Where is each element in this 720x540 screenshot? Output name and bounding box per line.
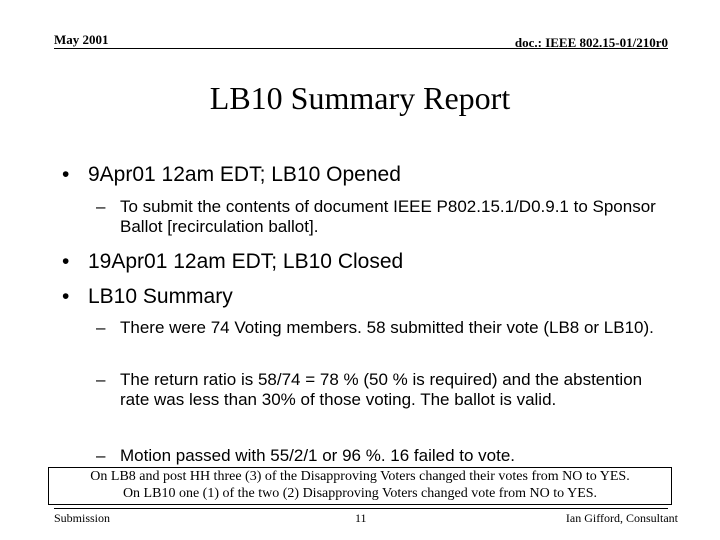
sub-bullet-item: [96, 370, 656, 410]
page-number: 11: [355, 511, 367, 525]
dash-marker: –: [96, 318, 106, 337]
bullet-marker: •: [62, 163, 70, 186]
bullet-text: 9Apr01 12am EDT; LB10 Opened: [88, 163, 401, 186]
header-date: May 2001: [54, 32, 109, 47]
note-line: On LB10 one (1) of the two (2) Disapproving Voters changed vote from NO to YES.: [122, 486, 598, 501]
header-doc-id: doc.: IEEE 802.15-01/210r0: [514, 35, 668, 50]
footer-rule: [54, 508, 668, 509]
sub-bullet-item: [96, 446, 656, 466]
header-rule: [54, 48, 668, 49]
sub-bullet-text: Motion passed with 55/2/1 or 96 %. 16 failed to vote.: [120, 446, 516, 465]
dash-marker: –: [96, 197, 106, 216]
footer-author: Ian Gifford, Consultant: [565, 511, 678, 525]
note-box: [48, 467, 672, 505]
bullet-item: [62, 249, 403, 275]
sub-bullet-item: [96, 318, 656, 338]
sub-bullet-text: To submit the contents of document IEEE P802.15.1/D0.9.1 to Sponsor Ballot [recirculation ballot].: [120, 197, 656, 236]
bullet-item: [62, 162, 401, 188]
dash-marker: –: [96, 370, 106, 389]
bullet-text: LB10 Summary: [88, 285, 233, 308]
bullet-marker: •: [62, 285, 70, 308]
sub-bullet-item: [96, 197, 656, 237]
bullet-item: [62, 284, 233, 310]
footer-submission: Submission: [54, 511, 111, 525]
note-line: On LB8 and post HH three (3) of the Disapproving Voters changed their votes from NO to YES.: [90, 469, 630, 484]
bullet-text: 19Apr01 12am EDT; LB10 Closed: [88, 250, 404, 273]
sub-bullet-text: The return ratio is 58/74 = 78 % (50 % is required) and the abstention rate was less than 30% of those voting. The ballot is valid.: [120, 370, 643, 409]
slide-title: LB10 Summary Report: [209, 80, 511, 116]
bullet-marker: •: [62, 250, 70, 273]
dash-marker: –: [96, 446, 106, 465]
sub-bullet-text: There were 74 Voting members. 58 submitted their vote (LB8 or LB10).: [120, 318, 654, 337]
